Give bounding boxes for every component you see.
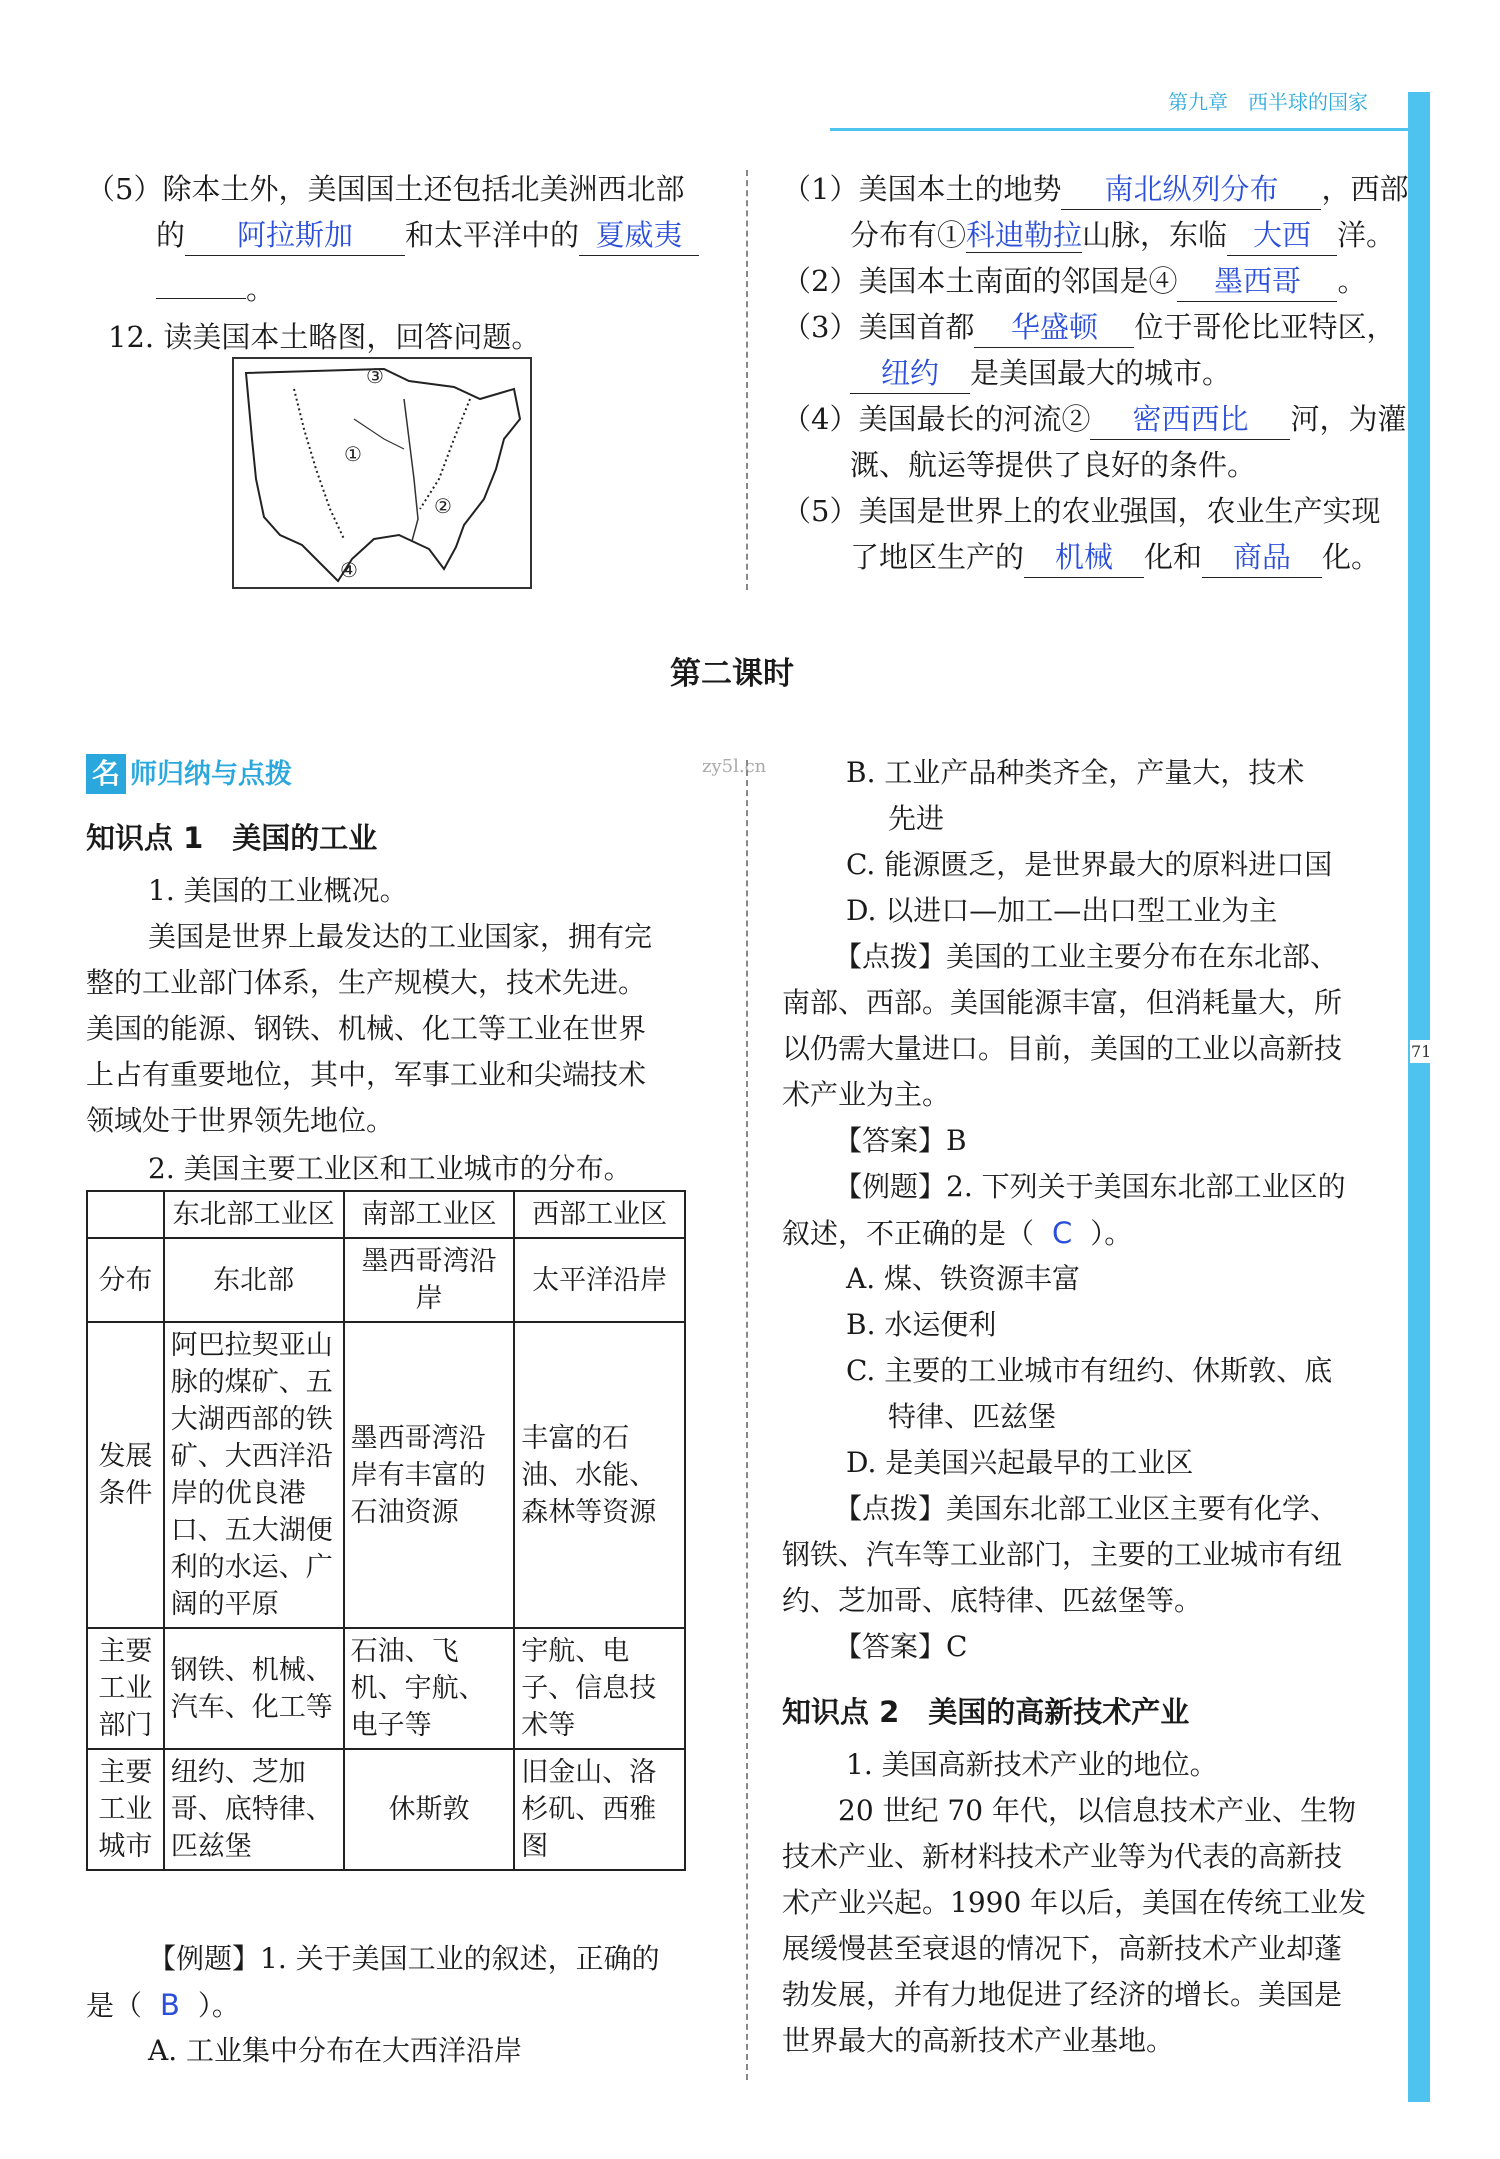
example1-line1: 【例题】1. 关于美国工业的叙述，正确的 [148, 1942, 660, 1975]
answer-washington: 华盛顿 [1010, 310, 1098, 344]
q5-line3: 。 [156, 266, 275, 312]
badge-text: 师归纳与点拨 [130, 759, 292, 790]
table-cell: 钢铁、机械、汽车、化工等 [164, 1628, 344, 1749]
answer2: 【答案】C [834, 1630, 968, 1663]
table-header-row [87, 1191, 685, 1238]
table-cell: 墨西哥湾沿岸有丰富的石油资源 [344, 1322, 515, 1628]
kp1-step1: 1. 美国的工业概况。 [148, 874, 408, 907]
map-label-3: ③ [366, 364, 384, 388]
tip2 [782, 1486, 1402, 1624]
map-label-4: ④ [340, 558, 358, 582]
industrial-zones-table [86, 1190, 686, 1871]
table-row [87, 1749, 685, 1870]
answer-mexico: 墨西哥 [1213, 264, 1301, 298]
top-divider [746, 170, 750, 590]
us-map [232, 357, 532, 589]
r2-line: （2）美国本土南面的邻国是④ 墨西哥 。 [782, 258, 1366, 304]
answer-commercial: 商品 [1233, 540, 1292, 574]
side-bar [1408, 92, 1430, 2102]
kp1-p-line: 美国是世界上最发达的工业国家，拥有完 [148, 920, 653, 953]
answer-cordillera: 科迪勒拉 [966, 218, 1083, 252]
watermark: zy5l.cn [702, 756, 767, 777]
kp2-paragraph [782, 1788, 1402, 2064]
table-cell: 主要工业部门 [87, 1628, 164, 1749]
table-cell: 阿巴拉契亚山脉的煤矿、五大湖西部的铁矿、大西洋沿岸的优良港口、五大湖便利的水运、广阔的平原 [164, 1322, 344, 1628]
page-number: 71 [1411, 1042, 1432, 1061]
kp2-p-line: 世界最大的高新技术产业基地。 [782, 2024, 1175, 2057]
tip2-line: 钢铁、汽车等工业部门，主要的工业城市有纽 [782, 1538, 1343, 1571]
table-cell: 墨西哥湾沿岸 [344, 1238, 515, 1322]
table-row [87, 1628, 685, 1749]
example1-option-a: A. 工业集中分布在大西洋沿岸 [148, 2034, 523, 2067]
tip2-line: 约、芝加哥、底特律、匹兹堡等。 [782, 1584, 1203, 1617]
kp2-title: 知识点 2 美国的高新技术产业 [782, 1695, 1190, 1729]
kp2-step1: 1. 美国高新技术产业的地位。 [846, 1748, 1218, 1781]
answer-mississippi: 密西西比 [1132, 402, 1249, 436]
q12-prompt: 12. 读美国本土略图，回答问题。 [108, 320, 541, 354]
r1-line2: 分布有①科迪勒拉山脉，东临 大西 洋。 [850, 212, 1395, 258]
tip1-line: 术产业为主。 [782, 1078, 951, 1111]
example1-line2: 是（ B ）。 [86, 1988, 240, 2022]
tip1-line: 以仍需大量进口。目前，美国的工业以高新技 [782, 1032, 1343, 1065]
answer1: 【答案】B [834, 1124, 967, 1157]
table-cell: 东北部 [164, 1238, 344, 1322]
tip2-line: 【点拨】美国东北部工业区主要有化学、 [834, 1492, 1339, 1525]
kp1-step2: 2. 美国主要工业区和工业城市的分布。 [148, 1152, 632, 1185]
table-cell: 太平洋沿岸 [514, 1238, 685, 1322]
table-cell: 西部工业区 [514, 1191, 685, 1238]
table-cell: 主要工业城市 [87, 1749, 164, 1870]
table-cell [87, 1191, 164, 1238]
answer-mechanized: 机械 [1055, 540, 1114, 574]
example2-line2: 叙述，不正确的是（ C ）。 [782, 1216, 1133, 1250]
r3-line2: 纽约 是美国最大的城市。 [850, 350, 1231, 396]
table-row [87, 1322, 685, 1628]
r3-line1: （3）美国首都 华盛顿 位于哥伦比亚特区， [782, 304, 1395, 350]
q5-line1: （5）除本土外，美国国土还包括北美洲西北部 [86, 172, 685, 206]
answer-alaska: 阿拉斯加 [237, 218, 354, 252]
option-line: B. 水运便利 [846, 1308, 997, 1341]
header-rule [830, 128, 1430, 131]
kp1-p-line: 领域处于世界领先地位。 [86, 1104, 395, 1137]
option-line: A. 煤、铁资源丰富 [846, 1262, 1081, 1295]
kp2-p-line: 20 世纪 70 年代，以信息技术产业、生物 [838, 1794, 1356, 1827]
r1-line1: （1）美国本土的地势 南北纵列分布 ，西部 [782, 166, 1408, 212]
lesson-title: 第二课时 [670, 656, 794, 692]
option-line: C. 主要的工业城市有纽约、休斯敦、底 [846, 1354, 1333, 1387]
kp1-p-line: 整的工业部门体系，生产规模大，技术先进。 [86, 966, 647, 999]
tip1 [782, 934, 1402, 1118]
option-b [846, 750, 1304, 842]
map-label-1: ① [344, 442, 362, 466]
answer-newyork: 纽约 [880, 356, 939, 390]
table-cell: 丰富的石油、水能、森林等资源 [514, 1322, 685, 1628]
kp1-p-line: 美国的能源、钢铁、机械、化工等工业在世界 [86, 1012, 647, 1045]
table-cell: 石油、飞机、宇航、电子等 [344, 1628, 515, 1749]
us-map-drawing [234, 359, 530, 587]
table-cell: 纽约、芝加哥、底特律、匹兹堡 [164, 1749, 344, 1870]
table-cell: 宇航、电子、信息技术等 [514, 1628, 685, 1749]
option-b-line: B. 工业产品种类齐全，产量大，技术 [846, 756, 1305, 789]
q5-line2: 的 阿拉斯加 和太平洋中的 夏威夷 [156, 212, 699, 258]
example2-line1: 【例题】2. 下列关于美国东北部工业区的 [834, 1170, 1346, 1203]
table-cell: 南部工业区 [344, 1191, 515, 1238]
option-d: D. 以进口—加工—出口型工业为主 [846, 894, 1278, 927]
answer-hawaii: 夏威夷 [595, 218, 683, 252]
answer-terrain: 南北纵列分布 [1104, 172, 1279, 206]
option-line: D. 是美国兴起最早的工业区 [846, 1446, 1194, 1479]
option-c: C. 能源匮乏，是世界最大的原料进口国 [846, 848, 1333, 881]
chapter-header: 第九章 西半球的国家 [1168, 90, 1368, 114]
tip1-line: 【点拨】美国的工业主要分布在东北部、 [834, 940, 1339, 973]
r5-line1: （5）美国是世界上的农业强国，农业生产实现 [782, 494, 1381, 528]
table-row [87, 1238, 685, 1322]
tip1-line: 南部、西部。美国能源丰富，但消耗量大，所 [782, 986, 1343, 1019]
table-cell: 东北部工业区 [164, 1191, 344, 1238]
option-line: 特律、匹兹堡 [888, 1400, 1057, 1433]
r4-line1: （4）美国最长的河流② 密西西比 河，为灌 [782, 396, 1406, 442]
kp1-paragraph [86, 914, 716, 1144]
table-cell: 休斯敦 [344, 1749, 515, 1870]
example2-options [846, 1256, 1332, 1486]
answer-atlantic: 大西 [1253, 218, 1312, 252]
kp2-p-line: 技术产业、新材料技术产业等为代表的高新技 [782, 1840, 1343, 1873]
badge-char: 名 [86, 754, 126, 794]
r4-line2: 溉、航运等提供了良好的条件。 [850, 448, 1257, 482]
table-cell: 旧金山、洛杉矶、西雅图 [514, 1749, 685, 1870]
kp2-p-line: 术产业兴起。1990 年以后，美国在传统工业发 [782, 1886, 1367, 1919]
table-cell: 分布 [87, 1238, 164, 1322]
kp2-p-line: 展缓慢甚至衰退的情况下，高新技术产业却蓬 [782, 1932, 1343, 1965]
table-cell: 发展条件 [87, 1322, 164, 1628]
kp1-title: 知识点 1 美国的工业 [86, 821, 378, 855]
r5-line2: 了地区生产的 机械 化和 商品 化。 [850, 534, 1380, 580]
section-badge [86, 752, 292, 792]
example1-answer: B [160, 1988, 180, 2022]
lower-divider [746, 760, 750, 2080]
kp1-p-line: 上占有重要地位，其中，军事工业和尖端技术 [86, 1058, 647, 1091]
example2-answer: C [1052, 1216, 1073, 1250]
map-label-2: ② [434, 494, 452, 518]
kp2-p-line: 勃发展，并有力地促进了经济的增长。美国是 [782, 1978, 1343, 2011]
option-b-line: 先进 [888, 802, 945, 835]
